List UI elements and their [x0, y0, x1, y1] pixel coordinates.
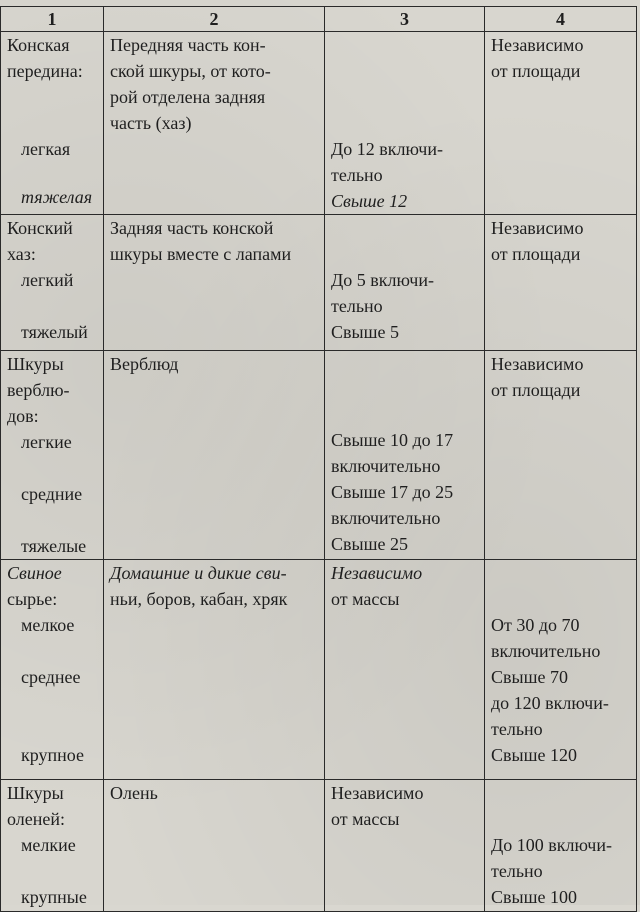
mass-cell	[325, 215, 485, 351]
category-name: Конский	[7, 218, 73, 238]
area-line: Свыше 120	[491, 745, 577, 765]
area-line: тельно	[491, 719, 543, 739]
area-line: Независимо	[491, 35, 584, 55]
header-col-3: 3	[325, 7, 485, 32]
area-line: от площади	[491, 61, 581, 81]
row-category-cell	[1, 780, 104, 912]
row-category-cell	[1, 351, 104, 560]
mass-line: Свыше 25	[331, 534, 408, 554]
mass-line: Независимо	[331, 563, 423, 583]
mass-cell	[325, 560, 485, 780]
classification-table	[0, 6, 637, 912]
subcategory-label: мелкие	[21, 835, 76, 855]
area-line: до 120 включи-	[491, 693, 609, 713]
category-name: Шкуры	[7, 354, 64, 374]
area-line: тельно	[491, 861, 543, 881]
category-name: Свиное	[7, 563, 62, 583]
mass-cell	[325, 32, 485, 215]
area-line: Свыше 100	[491, 887, 577, 907]
description-cell	[104, 780, 325, 912]
description-line: Домашние и дикие сви-	[110, 563, 287, 583]
subcategory-label: легкая	[21, 139, 71, 159]
header-col-4: 4	[485, 7, 637, 32]
header-col-1: 1	[1, 7, 104, 32]
category-name: дов:	[7, 406, 39, 426]
table-row	[1, 560, 637, 780]
area-line: До 100 включи-	[491, 835, 612, 855]
mass-line: от массы	[331, 589, 400, 609]
subcategory-label: тяжелые	[21, 536, 87, 556]
mass-line: от массы	[331, 809, 400, 829]
area-cell	[485, 351, 637, 560]
category-name: сырье:	[7, 589, 58, 609]
area-cell	[485, 215, 637, 351]
description-cell	[104, 215, 325, 351]
description-line: Олень	[110, 783, 158, 803]
description-line: ской шкуры, от кото-	[110, 61, 271, 81]
table-row	[1, 780, 637, 912]
mass-line: тельно	[331, 296, 383, 316]
description-cell	[104, 560, 325, 780]
subcategory-label: легкий	[21, 270, 74, 290]
mass-line: Свыше 5	[331, 322, 399, 342]
area-line: от площади	[491, 380, 581, 400]
mass-cell	[325, 780, 485, 912]
mass-line: Свыше 12	[331, 191, 408, 211]
table-row	[1, 351, 637, 560]
subcategory-label: среднее	[21, 667, 81, 687]
description-line: шкуры вместе с лапами	[110, 244, 292, 264]
table-row	[1, 32, 637, 215]
header-col-2: 2	[104, 7, 325, 32]
description-cell	[104, 351, 325, 560]
category-name: верблю-	[7, 380, 70, 400]
description-line: Задняя часть конской	[110, 218, 274, 238]
description-line: рой отделена задняя	[110, 87, 266, 107]
mass-line: включительно	[331, 508, 441, 528]
mass-line: Свыше 10 до 17	[331, 430, 454, 450]
description-line: ньи, боров, кабан, хряк	[110, 589, 288, 609]
subcategory-label: тяжелый	[21, 322, 88, 342]
area-line: От 30 до 70	[491, 615, 580, 635]
mass-line: Независимо	[331, 783, 424, 803]
category-name: оленей:	[7, 809, 65, 829]
category-name: Шкуры	[7, 783, 64, 803]
area-cell	[485, 32, 637, 215]
description-line: часть (хаз)	[110, 113, 192, 133]
table-row	[1, 215, 637, 351]
area-line: включительно	[491, 641, 601, 661]
mass-cell	[325, 351, 485, 560]
header-row	[1, 7, 637, 32]
mass-line: До 12 включи-	[331, 139, 443, 159]
description-cell	[104, 32, 325, 215]
subcategory-label: тяжелая	[21, 187, 93, 207]
mass-line: тельно	[331, 165, 383, 185]
subcategory-label: средние	[21, 484, 83, 504]
category-name: хаз:	[7, 244, 36, 264]
category-name: передина:	[7, 61, 83, 81]
area-line: от площади	[491, 244, 581, 264]
area-line: Независимо	[491, 218, 584, 238]
subcategory-label: мелкое	[21, 615, 75, 635]
row-category-cell	[1, 32, 104, 215]
subcategory-label: крупные	[21, 887, 87, 907]
category-name: Конская	[7, 35, 70, 55]
description-line: Передняя часть кон-	[110, 35, 266, 55]
mass-line: включительно	[331, 456, 441, 476]
row-category-cell	[1, 560, 104, 780]
area-cell	[485, 560, 637, 780]
subcategory-label: легкие	[21, 432, 72, 452]
area-line: Свыше 70	[491, 667, 568, 687]
area-cell	[485, 780, 637, 912]
mass-line: Свыше 17 до 25	[331, 482, 454, 502]
area-line: Независимо	[491, 354, 584, 374]
subcategory-label: крупное	[21, 745, 84, 765]
description-line: Верблюд	[110, 354, 179, 374]
mass-line: До 5 включи-	[331, 270, 434, 290]
row-category-cell	[1, 215, 104, 351]
